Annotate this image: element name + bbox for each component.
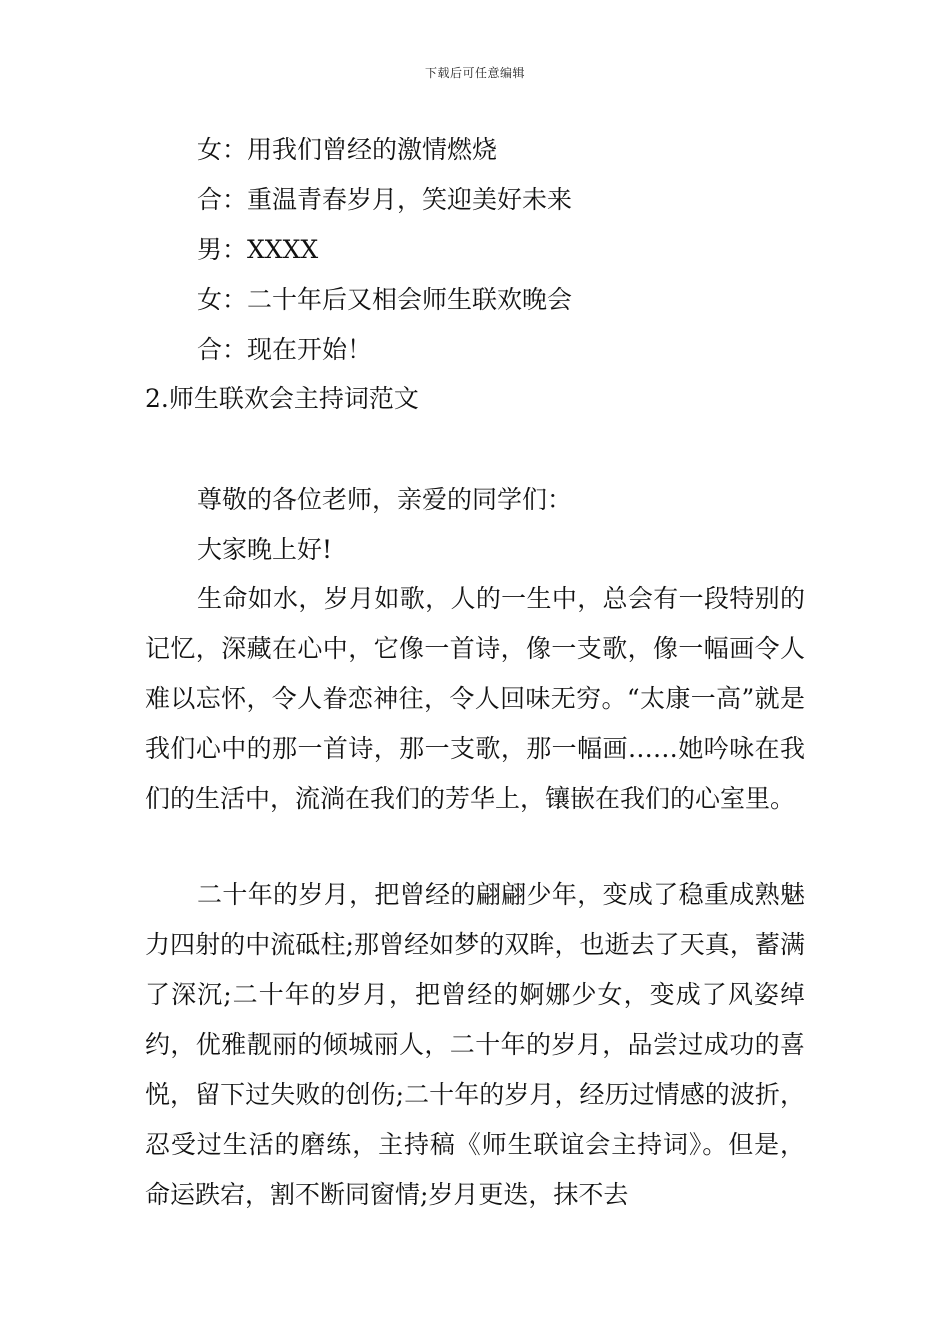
speech-hello: 大家晚上好! [197,535,333,564]
speech-paragraph-2: 二十年的岁月，把曾经的翩翩少年，变成了稳重成熟魅力四射的中流砥柱;那曾经如梦的双眸，也逝去了天真，蓄满了深沉;二十年的岁月，把曾经的婀娜少女，变成了风姿绰约，优雅靓丽的倾城丽人，二十年的岁月，品尝过成功的喜悦，留下过失败的创伤;二十年的岁月，经历过情感的波折，忍受过生活的磨练，主持稿《师生联谊会主持词》。但是，命运跌宕，割不断同窗情;岁月更迭，抹不去 [145,880,805,1209]
page-header: 下载后可任意编辑 [424,66,525,80]
speech-paragraph-1: 生命如水，岁月如歌，人的一生中，总会有一段特别的记忆，深藏在心中，它像一首诗，像一支歌，像一幅画令人难以忘怀，令人眷恋神往，令人回味无穷。“太康一高”就是我们心中的那一首诗，那一支歌，那一幅画……她吟咏在我们的生活中，流淌在我们的芳华上，镶嵌在我们的心室里。 [145,584,805,813]
section-title: 2.师生联欢会主持词范文 [145,384,419,413]
dialogue-line-5: 合：现在开始！ [197,335,373,364]
dialogue-line-3: 男：XXXX [197,235,319,264]
speech-greeting: 尊敬的各位老师，亲爱的同学们： [197,485,573,514]
dialogue-line-1: 女：用我们曾经的激情燃烧 [197,135,498,164]
dialogue-line-2: 合：重温青春岁月，笑迎美好未来 [197,185,573,214]
dialogue-line-4: 女：二十年后又相会师生联欢晚会 [197,285,573,314]
